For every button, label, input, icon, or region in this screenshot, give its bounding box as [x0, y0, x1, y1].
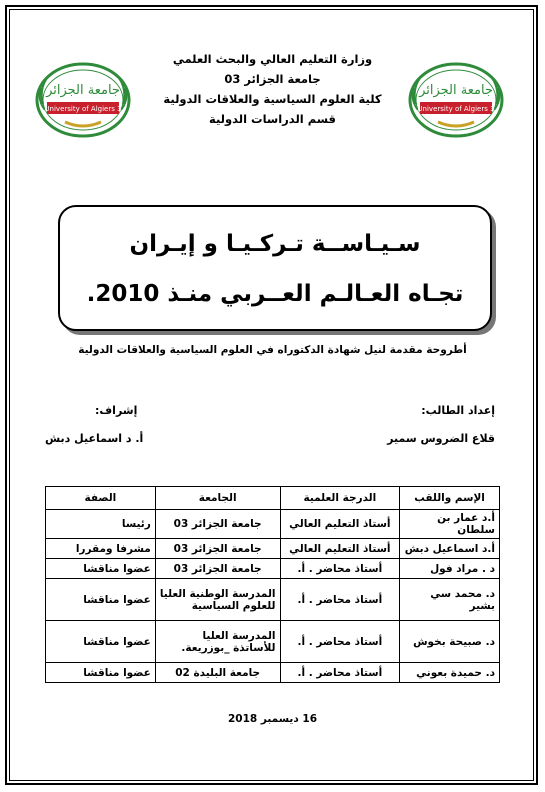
col-header-university: الجامعة — [155, 487, 280, 510]
jury-degree: أستاذ محاضر . أ. — [280, 579, 400, 621]
jury-degree: أستاذ التعليم العالي — [280, 510, 400, 539]
jury-university: المدرسة العليا للأساتذة _بوزريعة. — [155, 621, 280, 663]
svg-text:University of Algiers 3: University of Algiers 3 — [44, 105, 122, 113]
jury-table-header-row — [46, 487, 500, 510]
jury-university: جامعة الجزائر 03 — [155, 510, 280, 539]
student-name: قلاع الضروس سمير — [387, 432, 495, 445]
col-header-role: الصفة — [46, 487, 156, 510]
jury-row — [46, 539, 500, 559]
jury-degree: أستاذ محاضر . أ. — [280, 621, 400, 663]
jury-row — [46, 579, 500, 621]
thesis-title-box — [58, 205, 492, 331]
jury-university: جامعة البليدة 02 — [155, 663, 280, 683]
institution-header — [150, 49, 395, 129]
thesis-title-line-1: سـيـاســة تـركـيـا و إيـران — [129, 231, 421, 257]
jury-name: أ.د اسماعيل دبش — [400, 539, 500, 559]
thesis-subtitle: أطروحة مقدمة لنيل شهادة الدكتوراه في العلوم السياسية والعلاقات الدولية — [78, 344, 467, 356]
jury-row — [46, 510, 500, 539]
jury-degree: أستاذ محاضر . أ. — [280, 559, 400, 579]
jury-row — [46, 663, 500, 683]
jury-university: المدرسة الوطنية العليا للعلوم السياسية — [155, 579, 280, 621]
faculty-line: كلية العلوم السياسية والعلاقات الدولية — [163, 92, 382, 106]
jury-role: عضوا مناقشا — [46, 663, 156, 683]
jury-name: أ.د عمار بن سلطان — [400, 510, 500, 539]
prepared-by-label: إعداد الطالب: — [421, 404, 495, 417]
svg-text:جامعة الجزائر: جامعة الجزائر — [46, 83, 120, 98]
defense-date: 16 ديسمبر 2018 — [227, 713, 318, 725]
jury-role: عضوا مناقشا — [46, 579, 156, 621]
col-header-name: الإسم واللقب — [400, 487, 500, 510]
jury-name: د . مراد فول — [400, 559, 500, 579]
jury-name: د. محمد سي بشير — [400, 579, 500, 621]
jury-name: د. حميدة بعوني — [400, 663, 500, 683]
ministry-line: وزارة التعليم العالي والبحث العلمي — [172, 52, 373, 66]
jury-role: مشرفا ومقررا — [46, 539, 156, 559]
jury-degree: أستاذ التعليم العالي — [280, 539, 400, 559]
jury-role: رئيسا — [46, 510, 156, 539]
jury-degree: أستاذ محاضر . أ. — [280, 663, 400, 683]
jury-name: د. صبيحة بخوش — [400, 621, 500, 663]
col-header-degree: الدرجة العلمية — [280, 487, 400, 510]
supervisor-name: أ. د اسماعيل دبش — [45, 432, 144, 445]
university-logo-right — [406, 60, 506, 140]
jury-role: عضوا مناقشا — [46, 559, 156, 579]
svg-text:جامعة الجزائر: جامعة الجزائر — [419, 83, 493, 98]
jury-table — [45, 486, 500, 683]
department-line: قسم الدراسات الدولية — [209, 112, 336, 126]
jury-university: جامعة الجزائر 03 — [155, 559, 280, 579]
thesis-title-line-2: تجـاه العـالـم العــربي منـذ 2010. — [86, 281, 464, 307]
university-line: جامعة الجزائر 03 — [224, 72, 321, 86]
svg-text:University of Algiers 3: University of Algiers 3 — [417, 105, 495, 113]
supervision-label: إشراف: — [95, 404, 138, 417]
jury-row — [46, 559, 500, 579]
university-logo-left — [33, 60, 133, 140]
jury-role: عضوا مناقشا — [46, 621, 156, 663]
jury-university: جامعة الجزائر 03 — [155, 539, 280, 559]
jury-row — [46, 621, 500, 663]
